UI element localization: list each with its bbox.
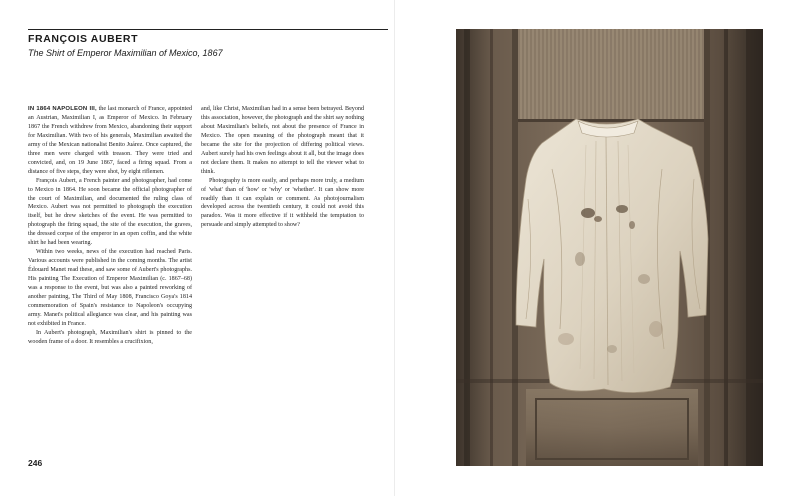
paragraph: Photography is more easily, and perhaps more truly, a medium of 'what' than of 'how' or 'why' or 'whether'. It can show more readily than it can explain or comment. As photojournalism developed across the twentieth century, it could not avoid this paradox. Was it more effective if it withheld the temptation to persuade and simply attempted to show? bbox=[201, 177, 364, 229]
header-rule bbox=[28, 29, 388, 30]
paragraph: and, like Christ, Maximilian had in a sense been betrayed. Beyond this association, however, the photograph and the shirt say nothing about Maximilian's beliefs, not about the presence of France in Mexico. The open meaning of the photograph meant that it became the site for the projection of differing political views. Aubert surely had his own feelings about it all, but the image does not declare them. It makes no attempt to tell the viewer what to think. bbox=[201, 106, 364, 175]
paragraph bbox=[28, 105, 192, 177]
lead-in: IN 1864 NAPOLEON III, bbox=[28, 106, 97, 112]
page-gutter bbox=[394, 0, 395, 496]
paragraph-text: the last monarch of France, appointed an Austrian, Maximilian I, as Emperor of Mexico. In February 1867 the French withdrew from Mexico, abandoning their support for Maximilian. With two of his generals, Maximilian awaited the army of the Mexican nationalist Benito Juárez. Once captured, the three men were charged with treason. They were tried and convicted, and, on 19 June 1867, faced a firing squad. From a distance of five steps, they were shot, by eight riflemen. bbox=[28, 106, 192, 175]
work-title: The Shirt of Emperor Maximilian of Mexico, 1867 bbox=[28, 48, 223, 58]
paragraph: In Aubert's photograph, Maximilian's shirt is pinned to the wooden frame of a door. It resembles a crucifixion, bbox=[28, 329, 192, 345]
page-number: 246 bbox=[28, 458, 43, 468]
shirt-photograph bbox=[456, 29, 763, 466]
entry-header bbox=[28, 29, 388, 59]
paragraph: François Aubert, a French painter and photographer, had come to Mexico in 1864. He soon became the official photographer of the court of Maximilian, and documented the ruling class of Mexico. Aubert was not permitted to photograph the execution itself, but he drew sketches of the event. He was permitted to photograph the firing squad, the site of the execution, the graves, the dressed corpse of the emperor in an open coffin, and the white shirt he had been wearing. bbox=[28, 177, 192, 247]
author-name: FRANÇOIS AUBERT bbox=[28, 33, 139, 45]
paragraph: Within two weeks, news of the execution had reached Paris. Various accounts were published in the coming months. The artist Édouard Manet read these, and saw some of Aubert's photographs. His painting The Execution of Emperor Maximilian (c. 1867–68) was a response to the event, but was also a painted reworking of another painting, The Third of May 1808, Francisco Goya's 1814 commemoration of Spain's resistance to Napoleon's occupying army. Manet's political allegiance was clear, and his painting was not exhibited in France. bbox=[28, 249, 192, 327]
text-column-right bbox=[201, 105, 364, 230]
text-column-left bbox=[28, 105, 192, 347]
